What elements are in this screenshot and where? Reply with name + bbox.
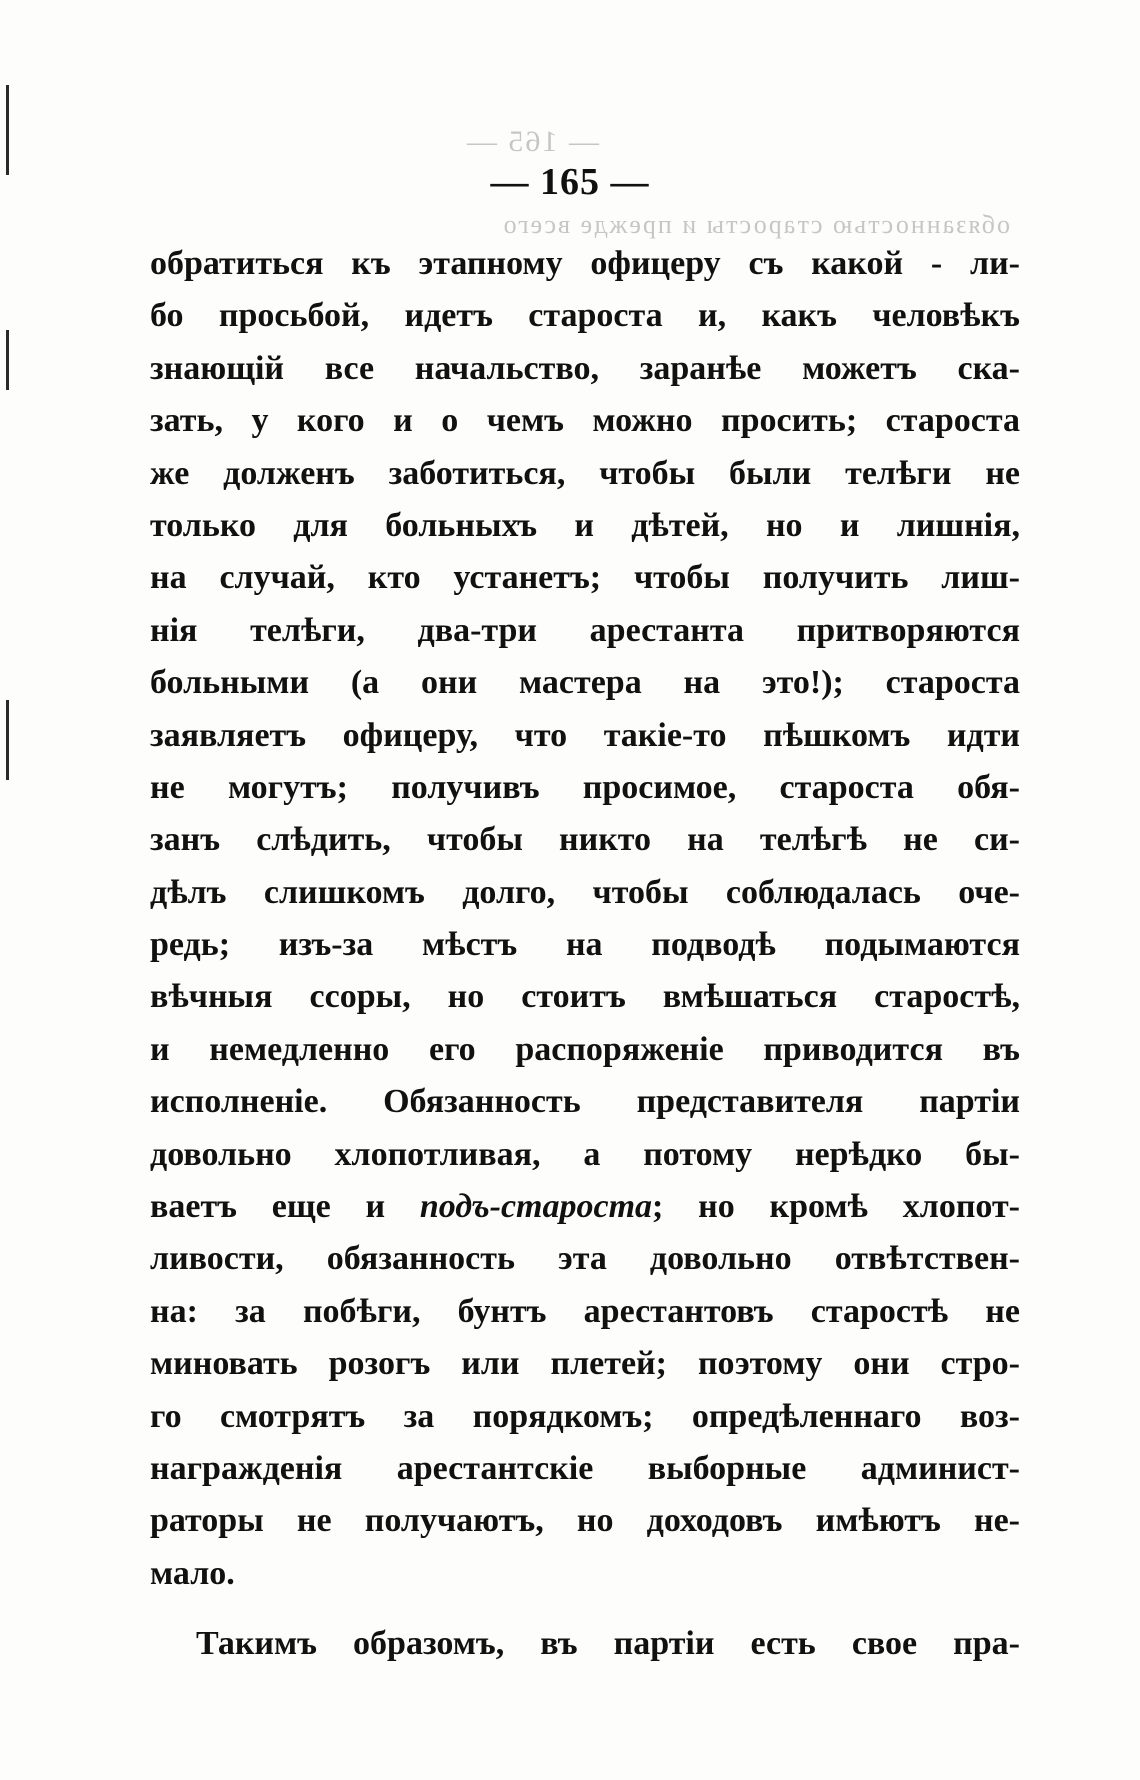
text-line-3: знающій все начальство, заранѣе можетъ ска-: [150, 349, 1020, 387]
text-line-20: ливости, обязанность эта довольно отвѣтствен-: [150, 1240, 1020, 1278]
text-line-8: нія телѣги, два-три арестанта притворяются: [150, 611, 1020, 649]
text-line-19-start: ваетъ еще и: [150, 1188, 420, 1226]
text-line-16: и немедленно его распоряженіе приводится въ: [150, 1030, 1020, 1068]
text-line-26: мало.: [150, 1554, 235, 1592]
page-edge-mark: [6, 700, 9, 780]
text-line-18: довольно хлопотливая, а потому нерѣдко бы-: [150, 1135, 1020, 1173]
text-line-19-end: ; но кромѣ хлопот-: [652, 1188, 1020, 1226]
text-line-10: заявляетъ офицеру, что такіе-то пѣшкомъ идти: [150, 716, 1020, 754]
bleed-through-text-line: обязанностью старосты и прежде всего: [501, 210, 1010, 239]
text-line-15: вѣчныя ссоры, но стоитъ вмѣшаться старостѣ,: [150, 978, 1020, 1016]
page-edge-mark: [6, 330, 9, 390]
text-line-13: дѣлъ слишкомъ долго, чтобы соблюдалась оче-: [150, 873, 1020, 911]
text-line-2: бо просьбой, идетъ староста и, какъ человѣкъ: [150, 297, 1020, 335]
text-line-7: на случай, кто устанетъ; чтобы получить лиш-: [150, 559, 1020, 597]
text-line-1: обратиться къ этапному офицеру съ какой - ли-: [150, 245, 1020, 282]
text-line-21: на: за побѣги, бунтъ арестантовъ старостѣ не: [150, 1292, 1020, 1330]
text-line-9: больными (а они мастера на это!); староста: [150, 664, 1020, 702]
text-line-5: же долженъ заботиться, чтобы были телѣги не: [150, 454, 1020, 492]
paragraph-2: [150, 1618, 1020, 1670]
text-line-24: награжденія арестантскіе выборные админист-: [150, 1449, 1020, 1487]
body-text: [150, 238, 1020, 1671]
text-line-6: только для больныхъ и дѣтей, но и лишнія,: [150, 506, 1020, 544]
text-line-19: [150, 1181, 1020, 1233]
text-line-17: исполненіе. Обязанность представителя партіи: [150, 1083, 1020, 1121]
text-line-22: миновать розогъ или плетей; поэтому они стро-: [150, 1345, 1020, 1383]
paragraph-1: [150, 238, 1020, 1600]
text-line-27: Такимъ образомъ, въ партіи есть свое пра-: [196, 1625, 1020, 1663]
page-number: — 165 —: [490, 161, 650, 203]
text-line-25: раторы не получаютъ, но доходовъ имѣютъ не-: [150, 1502, 1020, 1540]
text-line-4: зать, у кого и о чемъ можно просить; староста: [150, 402, 1020, 440]
italic-term: подъ-староста: [419, 1188, 653, 1226]
bleed-through-page-number: — 165 —: [465, 125, 599, 158]
text-line-12: занъ слѣдить, чтобы никто на телѣгѣ не си-: [150, 821, 1020, 859]
text-line-14: редь; изъ-за мѣстъ на подводѣ подымаются: [150, 926, 1020, 964]
text-line-11: не могутъ; получивъ просимое, староста обя-: [150, 768, 1020, 806]
text-line-23: го смотрятъ за порядкомъ; опредѣленнаго воз-: [150, 1397, 1020, 1435]
